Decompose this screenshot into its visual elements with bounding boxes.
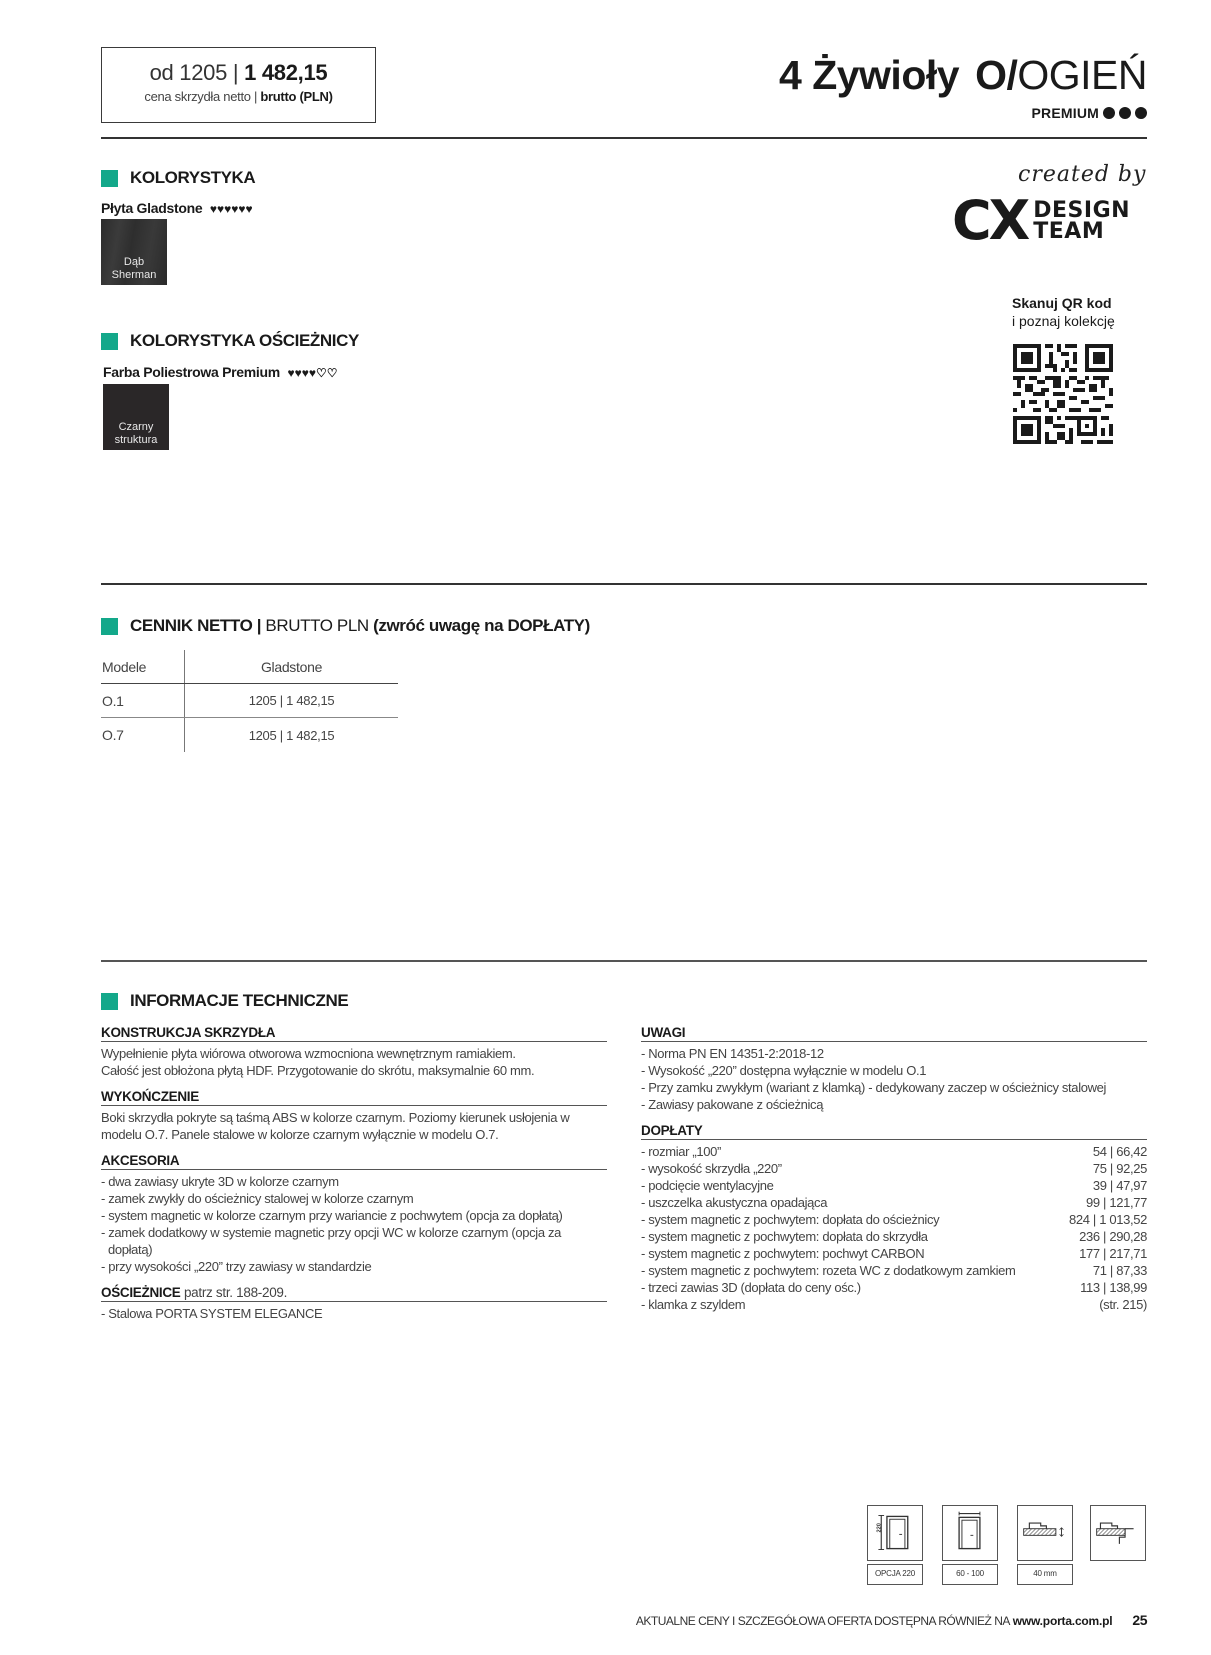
footer-url-link[interactable]: www.porta.com.pl [1012,1614,1113,1628]
section-square-icon [101,170,118,187]
tier-label: PREMIUM [1031,105,1099,121]
logo-line: TEAM [1033,219,1105,244]
surcharge-value: 39 | 47,97 [1092,1178,1147,1193]
tech-right-column [641,1025,1147,1323]
section-square-icon [101,993,118,1010]
surcharge-row [641,1279,1147,1296]
surcharge-value: 99 | 121,77 [1086,1195,1147,1210]
section-square-icon [101,618,118,635]
text-line: Boki skrzydła pokryte są taśmą ABS w kolorze czarnym. Poziomy kierunek usłojenia w [101,1110,570,1125]
footer [636,1612,1147,1628]
swatch-label: Sherman [111,269,157,281]
surcharge-row [641,1211,1147,1228]
svg-text:220: 220 [876,1523,883,1533]
surcharge-label: - trzeci zawias 3D (dopłata do ceny ośc.) [641,1280,861,1295]
section-kolorystyka-oscieznicy-heading [101,331,359,351]
column-header-gladstone: Gladstone [260,658,323,675]
series-code: O/ [975,52,1018,98]
surcharge-label: - klamka z szyldem [641,1297,746,1312]
swatch-czarny-struktura[interactable] [103,384,169,450]
table-header-row [101,650,398,684]
list-item: - Zawiasy pakowane z ościeżnicą [641,1097,824,1112]
price-box [101,47,376,123]
uwagi-title: UWAGI [641,1025,1147,1042]
tier-dot-icon [1103,107,1115,119]
heading-bold: CENNIK NETTO | [130,616,262,635]
surcharge-row [641,1245,1147,1262]
section-title: INFORMACJE TECHNICZNE [130,991,349,1010]
text-line: Całość jest obłożona płytą HDF. Przygotowanie do skrótu, maksymalnie 60 mm. [101,1063,535,1078]
tier-dot-icon [1135,107,1147,119]
price-caption-brutto: brutto (PLN) [260,89,333,104]
frame-material-label [103,364,338,380]
icon-label: 40 mm [1017,1564,1073,1585]
wykonczenie-body [101,1106,607,1143]
surcharge-label: - uszczelka akustyczna opadająca [641,1195,828,1210]
rating-hearts-icon [288,366,338,380]
list-item: - zamek dodatkowy w systemie magnetic przy opcji WC w kolorze czarnym (opcja za dopłatą) [101,1225,562,1257]
rating-empty: ♡♡ [316,366,338,380]
surcharge-label: - rozmiar „100” [641,1144,721,1159]
price-main [102,60,375,86]
table-row [101,718,398,752]
doplaty-title: DOPŁATY [641,1123,1147,1140]
qr-code-icon[interactable] [1013,344,1113,444]
text-line: modelu O.7. Panele stalowe w kolorze czarnym wyłącznie w modelu O.7. [101,1127,499,1142]
created-by-text: created by [1018,162,1147,187]
rating-hearts-icon: ♥♥♥♥♥♥ [209,202,253,216]
surcharge-row [641,1143,1147,1160]
thickness-icon [1017,1505,1073,1561]
page-number: 25 [1132,1612,1147,1628]
konstrukcja-body [101,1042,607,1079]
list-item: - Wysokość „220” dostępna wyłącznie w modelu O.1 [641,1063,927,1078]
price-caption-netto: cena skrzydła netto | [144,89,258,104]
tech-left-column [101,1025,607,1332]
premium-badge [1031,105,1147,121]
section-title [130,616,590,636]
heading-light: BRUTTO PLN [265,616,369,635]
divider-mid [101,583,1147,585]
surcharge-row [641,1194,1147,1211]
price-table [101,650,398,752]
surcharge-value: (str. 215) [1099,1297,1147,1312]
surcharge-value: 824 | 1 013,52 [1069,1212,1147,1227]
heading-note: (zwróć uwagę na DOPŁATY) [373,616,590,635]
logo-line: DESIGN [1033,198,1131,223]
divider-tech [101,960,1147,962]
surcharge-row [641,1160,1147,1177]
oscieznice-page-ref[interactable]: patrz str. 188-209. [183,1285,288,1300]
surcharge-label: - podcięcie wentylacyjne [641,1178,774,1193]
swatch-label: Dąb [123,256,145,268]
surcharge-value: 71 | 87,33 [1092,1263,1147,1278]
surcharge-label: - system magnetic z pochwytem: dopłata do skrzydła [641,1229,928,1244]
table-row [101,684,398,718]
surcharge-label: - system magnetic z pochwytem: pochwyt CARBON [641,1246,925,1261]
surcharge-row [641,1228,1147,1245]
text-line: Wypełnienie płyta wiórowa otworowa wzmocniona wewnętrznym ramiakiem. [101,1046,516,1061]
surcharge-value: 177 | 217,71 [1079,1246,1147,1261]
list-item: - przy wysokości „220” trzy zawiasy w standardzie [101,1259,372,1274]
price-net: od 1205 [149,60,228,85]
page-title [779,52,1147,99]
footer-text: AKTUALNE CENY I SZCZEGÓŁOWA OFERTA DOSTĘPNA RÓWNIEŻ NA [635,1614,1010,1628]
akcesoria-title: AKCESORIA [101,1153,607,1170]
wykonczenie-title: WYKOŃCZENIE [101,1089,607,1106]
oscieznice-title [101,1285,607,1302]
width-range-icon [942,1505,998,1561]
qr-subtitle: i poznaj kolekcję [1012,313,1115,329]
list-item: - dwa zawiasy ukryte 3D w kolorze czarnym [101,1174,339,1189]
list-item: - zamek zwykły do ościeżnicy stalowej w kolorze czarnym [101,1191,414,1206]
column-header-modele: Modele [101,650,185,683]
section-cennik-heading [101,616,590,636]
frame-profile-icon [1090,1505,1146,1561]
material-name: Płyta Gladstone [101,200,203,216]
section-tech-heading [101,991,348,1011]
doplaty-list [641,1140,1147,1313]
section-square-icon [101,333,118,350]
surcharge-value: 54 | 66,42 [1092,1144,1147,1159]
price-cell: 1205 | 1 482,15 [248,727,335,743]
model-cell: O.7 [101,718,185,752]
surcharge-row [641,1296,1147,1313]
oscieznice-title-bold: OŚCIEŻNICE [101,1285,181,1300]
konstrukcja-title: KONSTRUKCJA SKRZYDŁA [101,1025,607,1042]
uwagi-list [641,1042,1147,1113]
section-title: KOLORYSTYKA OŚCIEŻNICY [130,331,359,350]
list-item: - system magnetic w kolorze czarnym przy wariancie z pochwytem (opcja za dopłatą) [101,1208,563,1223]
qr-title: Skanuj QR kod [1012,295,1112,311]
tier-dot-icon [1119,107,1131,119]
icon-label: 60 - 100 [942,1564,998,1585]
surcharge-row [641,1177,1147,1194]
swatch-dab-sherman[interactable] [101,219,167,285]
material-label [101,200,253,216]
akcesoria-list [101,1170,607,1275]
model-name: OGIEŃ [1017,52,1147,98]
material-name: Farba Poliestrowa Premium [103,364,280,380]
surcharge-value: 236 | 290,28 [1079,1229,1147,1244]
logo-letters: CX [952,189,1028,252]
divider-top [101,137,1147,139]
oscieznice-list [101,1302,607,1322]
price-gross: 1 482,15 [244,60,328,85]
list-item: - Norma PN EN 14351-2:2018-12 [641,1046,824,1061]
surcharge-value: 113 | 138,99 [1080,1280,1147,1295]
surcharge-label: - wysokość skrzydła „220” [641,1161,782,1176]
height-220-icon [867,1505,923,1561]
qr-caption [1012,294,1115,330]
logo-words [1033,200,1130,242]
section-kolorystyka-heading [101,168,255,188]
section-title: KOLORYSTYKA [130,168,256,187]
model-cell: O.1 [101,684,185,717]
list-item: - Przy zamku zwykłym (wariant z klamką) - dedykowany zaczep w ościeżnicy stalowej [641,1080,1107,1095]
surcharge-value: 75 | 92,25 [1092,1161,1147,1176]
collection-name: 4 Żywioły [779,52,960,98]
price-separator: | [232,60,239,85]
surcharge-label: - system magnetic z pochwytem: dopłata do ościeżnicy [641,1212,940,1227]
icon-label: OPCJA 220 [867,1564,923,1585]
surcharge-label: - system magnetic z pochwytem: rozeta WC z dodatkowym zamkiem [641,1263,1016,1278]
list-item: - Stalowa PORTA SYSTEM ELEGANCE [101,1306,323,1321]
price-caption [102,89,375,104]
swatch-label: struktura [114,434,158,446]
cx-design-team-logo [952,189,1131,252]
surcharge-row [641,1262,1147,1279]
swatch-label: Czarny [118,421,154,433]
rating-filled: ♥♥♥♥ [287,366,316,380]
price-cell: 1205 | 1 482,15 [248,693,335,708]
